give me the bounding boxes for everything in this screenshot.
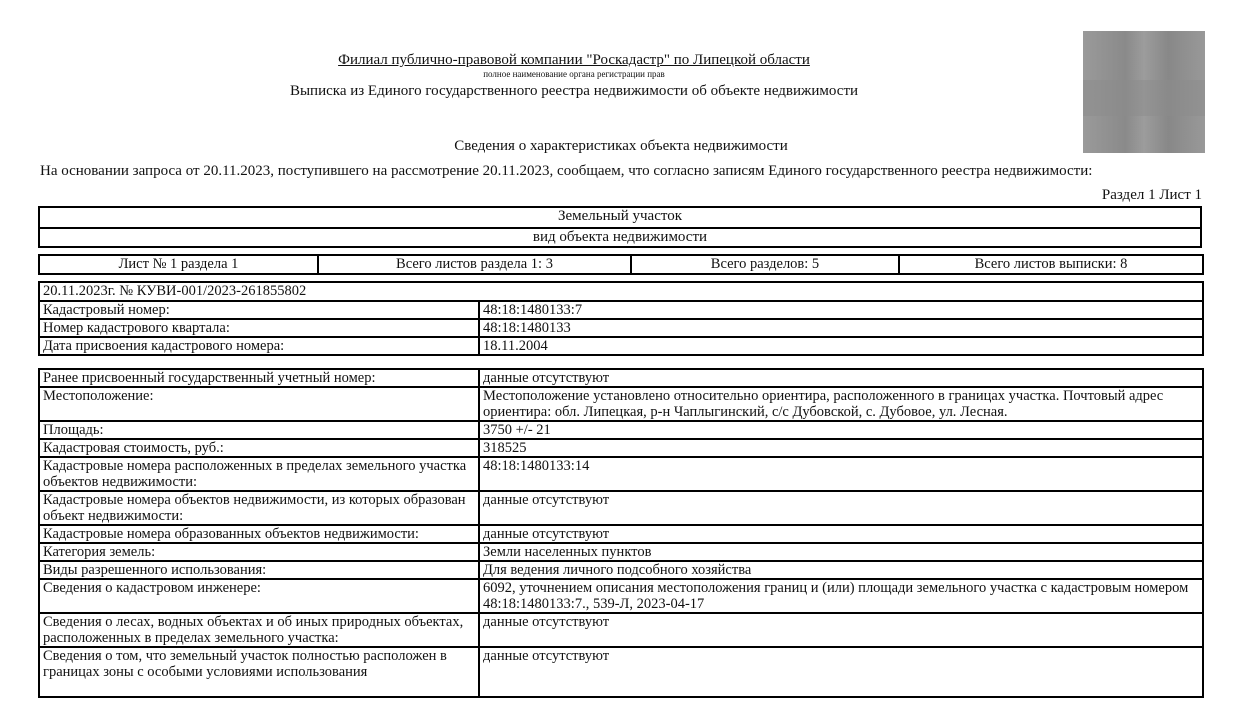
table-row xyxy=(39,613,1203,647)
field-label: Местоположение: xyxy=(39,387,479,421)
table-row xyxy=(39,301,1203,319)
request-basis-text: На основании запроса от 20.11.2023, поступившего на рассмотрение 20.11.2023, сообщаем, что согласно записям Единого государственного реестра недвижимости: xyxy=(40,163,1093,179)
organization-name: Филиал публично-правовой компании "Роскадастр" по Липецкой области xyxy=(338,52,810,68)
field-label: Сведения о том, что земельный участок полностью расположен в границах зоны с особыми условиями использования xyxy=(39,647,479,697)
field-label: Кадастровые номера образованных объектов недвижимости: xyxy=(39,525,479,543)
table-row xyxy=(39,647,1203,697)
extract-title: Выписка из Единого государственного реестра недвижимости об объекте недвижимости xyxy=(289,83,859,99)
field-value: 318525 xyxy=(479,439,1203,457)
request-id: 20.11.2023г. № КУВИ-001/2023-261855802 xyxy=(39,282,1203,301)
characteristics-table xyxy=(38,368,1204,698)
field-value: данные отсутствуют xyxy=(479,647,1203,697)
field-label: Сведения о кадастровом инженере: xyxy=(39,579,479,613)
field-label: Категория земель: xyxy=(39,543,479,561)
table-row xyxy=(39,421,1203,439)
table-row xyxy=(39,561,1203,579)
field-value: данные отсутствуют xyxy=(479,613,1203,647)
object-type-box xyxy=(38,206,1202,248)
table-row xyxy=(39,337,1203,355)
field-label: Ранее присвоенный государственный учетный номер: xyxy=(39,369,479,387)
field-label: Кадастровая стоимость, руб.: xyxy=(39,439,479,457)
field-label: Сведения о лесах, водных объектах и об иных природных объектах, расположенных в пределах земельного участка: xyxy=(39,613,479,647)
field-value: 48:18:1480133:14 xyxy=(479,457,1203,491)
sheets-in-section: Всего листов раздела 1: 3 xyxy=(318,255,631,274)
table-row xyxy=(39,579,1203,613)
field-label: Кадастровый номер: xyxy=(39,301,479,319)
table-row xyxy=(39,543,1203,561)
field-value: 48:18:1480133:7 xyxy=(479,301,1203,319)
field-value: 6092, уточнением описания местоположения границ и (или) площади земельного участка с кадастровым номером 48:18:1480133:7., 539-Л, 2023-04-17 xyxy=(479,579,1203,613)
table-row xyxy=(39,319,1203,337)
field-value: 3750 +/- 21 xyxy=(479,421,1203,439)
section-sheet-label: Раздел 1 Лист 1 xyxy=(1101,187,1202,203)
field-value: данные отсутствуют xyxy=(479,369,1203,387)
table-row xyxy=(39,369,1203,387)
qr-code-image xyxy=(1083,31,1205,153)
sheets-total: Всего листов выписки: 8 xyxy=(899,255,1203,274)
object-type-caption: вид объекта недвижимости xyxy=(532,229,708,245)
field-label: Площадь: xyxy=(39,421,479,439)
table-row xyxy=(39,439,1203,457)
field-value: Для ведения личного подсобного хозяйства xyxy=(479,561,1203,579)
sections-total: Всего разделов: 5 xyxy=(631,255,899,274)
object-type: Земельный участок xyxy=(40,208,1200,229)
field-label: Дата присвоения кадастрового номера: xyxy=(39,337,479,355)
section-title: Сведения о характеристиках объекта недвижимости xyxy=(454,138,788,154)
organization-caption: полное наименование органа регистрации прав xyxy=(483,69,665,79)
table-row xyxy=(39,387,1203,421)
table-row xyxy=(39,491,1203,525)
field-value: 48:18:1480133 xyxy=(479,319,1203,337)
field-value: данные отсутствуют xyxy=(479,491,1203,525)
field-label: Кадастровые номера объектов недвижимости, из которых образован объект недвижимости: xyxy=(39,491,479,525)
table-row xyxy=(39,525,1203,543)
table-row xyxy=(39,457,1203,491)
field-value: Земли населенных пунктов xyxy=(479,543,1203,561)
field-label: Кадастровые номера расположенных в пределах земельного участка объектов недвижимости: xyxy=(39,457,479,491)
identification-table xyxy=(38,281,1204,356)
field-label: Номер кадастрового квартала: xyxy=(39,319,479,337)
sheet-info-table xyxy=(38,254,1204,275)
field-value: Местоположение установлено относительно ориентира, расположенного в границах участка. Почтовый адрес ориентира: обл. Липецкая, р-н Чаплыгинский, с/с Дубовской, с. Дубовое, ул. Лесная. xyxy=(479,387,1203,421)
field-value: данные отсутствуют xyxy=(479,525,1203,543)
field-value: 18.11.2004 xyxy=(479,337,1203,355)
field-label: Виды разрешенного использования: xyxy=(39,561,479,579)
sheet-number: Лист № 1 раздела 1 xyxy=(39,255,318,274)
